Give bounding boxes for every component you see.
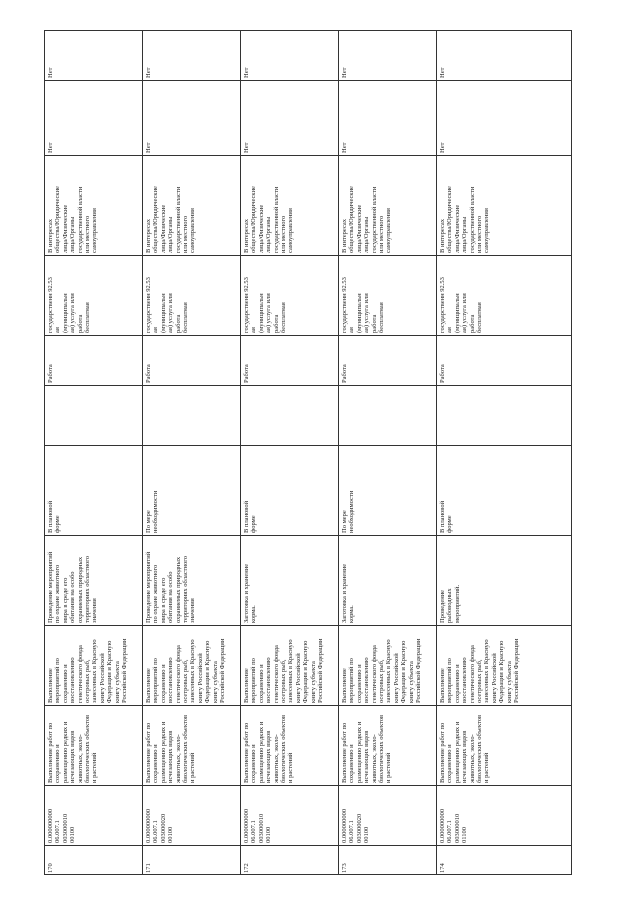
cell-result: Проведение мероприятий по охране животного мира в среде его обитания на особо охраняемых природных территориях областного значения (145, 551, 197, 623)
cell-flag2: Нет (243, 67, 250, 78)
cell-result: Заготовка и хранение корма. (243, 563, 258, 623)
cell-flag2: Нет (341, 67, 348, 78)
cell-form: По мере необходимости (341, 490, 356, 533)
cell-num: 174 (439, 863, 446, 873)
cell-flag2: Нет (439, 67, 446, 78)
cell-flag2: Нет (47, 67, 54, 78)
cell-type: Работа (47, 364, 54, 383)
cell-consumers: В интересах общества/Юридические лица/Физические лица/Органы государственной власти или местного самоуправления (341, 186, 393, 253)
column-divider (44, 845, 572, 846)
cell-title: Выполнение работ по сохранению и размещению редких и исчезающих видов животных, эколо- биологических объектов и растений (439, 714, 491, 783)
column-divider (44, 625, 572, 626)
cell-type: Работа (439, 364, 446, 383)
cell-flag1: Нет (439, 142, 446, 153)
cell-okved: государственн 92.53 ая (муниципальн ая) услуга или работа бесплатная (47, 277, 92, 333)
table-row (240, 30, 241, 875)
table-frame (44, 30, 572, 875)
cell-consumers: В интересах общества/Юридические лица/Физические лица/Органы государственной власти или местного самоуправления (243, 186, 295, 253)
column-divider (44, 535, 572, 536)
cell-title: Выполнение работ по сохранению и размещению редких и исчезающих видов животных, эколо- биологических объектов и растений (243, 714, 295, 783)
column-divider (44, 30, 572, 31)
cell-content: Выполнение мероприятий по сохранению и восстановлению генетического фонда осетровых рыб, занесенных в Красную книгу Российской Федерации и Красную книгу субъекта Российской Федерации (439, 638, 521, 703)
cell-code: 0.000000000 06.007.1 003000010 00100 (47, 808, 77, 843)
cell-okved: государственн 92.53 ая (муниципальн ая) услуга или работа бесплатная (341, 277, 386, 333)
cell-code: 0.000000000 06.007.1 003000010 01100 (439, 808, 469, 843)
cell-num: 171 (145, 863, 152, 873)
cell-form: По мере необходимости (145, 490, 160, 533)
cell-consumers: В интересах общества/Юридические лица/Физические лица/Органы государственной власти или местного самоуправления (145, 186, 197, 253)
cell-consumers: В интересах общества/Юридические лица/Физические лица/Органы государственной власти или местного самоуправления (439, 186, 491, 253)
cell-form: В плановой форме (47, 500, 62, 533)
cell-content: Выполнение мероприятий по сохранению и восстановлению генетического фонда осетровых рыб, занесенных в Красную книгу Российской Федерации и Красную книгу субъекта Российской Федерации (243, 638, 325, 703)
cell-form: В плановой форме (243, 500, 258, 533)
cell-type: Работа (243, 364, 250, 383)
cell-consumers: В интересах общества/Юридические лица/Физические лица/Органы государственной власти или местного самоуправления (47, 186, 99, 253)
column-divider (44, 335, 572, 336)
cell-content: Выполнение мероприятий по сохранению и восстановлению генетического фонда осетровых рыб, занесенных в Красную книгу Российской Федерации и Красную книгу субъекта Российской Федерации (47, 638, 129, 703)
cell-title: Выполнение работ по сохранению и размещению редких и исчезающих видов животных, эколо- биологических объектов и растений (47, 714, 99, 783)
column-divider (44, 445, 572, 446)
cell-type: Работа (145, 364, 152, 383)
cell-okved: государственн 92.53 ая (муниципальн ая) услуга или работа бесплатная (243, 277, 288, 333)
cell-content: Выполнение мероприятий по сохранению и восстановлению генетического фонда осетровых рыб, занесенных в Красную книгу Российской Федерации и Красную книгу субъекта Российской Федерации (341, 638, 423, 703)
cell-okved: государственн 92.53 ая (муниципальн ая) услуга или работа бесплатная (145, 277, 190, 333)
cell-result: Проведение мероприятий по охране животного мира в среде его обитания на особо охраняемых природных территориях областного значения (47, 551, 99, 623)
cell-flag1: Нет (341, 142, 348, 153)
cell-flag2: Нет (145, 67, 152, 78)
cell-code: 0.000000000 06.007.1 003000020 00100 (145, 808, 175, 843)
cell-code: 0.000000000 06.007.1 003000020 00100 (341, 808, 371, 843)
cell-flag1: Нет (47, 142, 54, 153)
cell-result: Заготовка и хранение корма. (341, 563, 356, 623)
cell-form: В плановой форме (439, 500, 454, 533)
column-divider (44, 785, 572, 786)
cell-okved: государственн 92.53 ая (муниципальн ая) услуга или работа бесплатная (439, 277, 484, 333)
table-row (436, 30, 437, 875)
column-divider (44, 705, 572, 706)
cell-title: Выполнение работ по сохранению и размещению редких и исчезающих видов животных, эколо- биологических объектов и растений (145, 714, 197, 783)
table-row (44, 30, 45, 875)
cell-flag1: Нет (145, 142, 152, 153)
table-row (142, 30, 143, 875)
table-row (338, 30, 339, 875)
column-divider (44, 385, 572, 386)
cell-flag1: Нет (243, 142, 250, 153)
cell-title: Выполнение работ по сохранению и размещению редких и исчезающих видов животных, эколо- биологических объектов и растений (341, 714, 393, 783)
cell-num: 173 (341, 863, 348, 873)
cell-num: 172 (243, 863, 250, 873)
column-divider (44, 80, 572, 81)
cell-code: 0.000000000 06.007.1 003000010 00100 (243, 808, 273, 843)
cell-result: Проведение рыбоводных мероприятий. (439, 584, 461, 623)
cell-content: Выполнение мероприятий по сохранению и восстановлению генетического фонда осетровых рыб, занесенных в Красную книгу Российской Федерации и Красную книгу субъекта Российской Федерации (145, 638, 227, 703)
cell-type: Работа (341, 364, 348, 383)
column-divider (44, 255, 572, 256)
column-divider (44, 155, 572, 156)
cell-num: 170 (47, 863, 54, 873)
